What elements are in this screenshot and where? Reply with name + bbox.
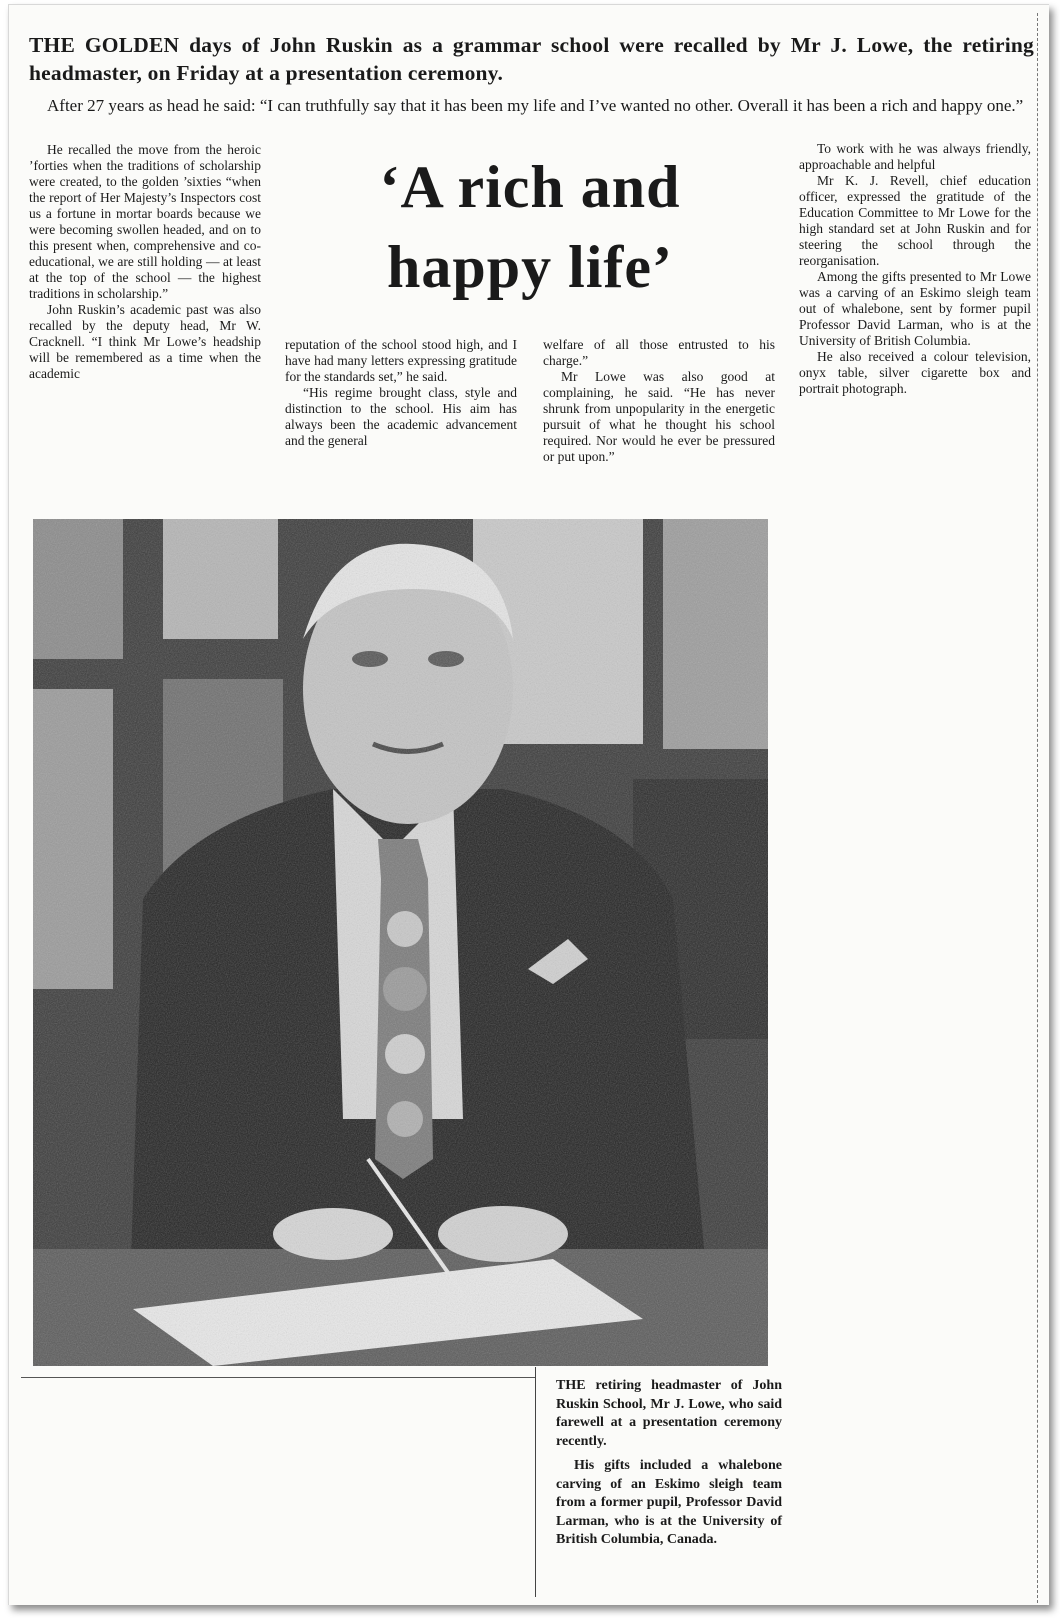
caption-paragraph-2: His gifts included a whalebone carving of an Eskimo sleigh team from a former pupil, Professor David Larman, who is at the University of British Columbia, Canada. [556, 1458, 782, 1547]
article-column-3 [543, 337, 775, 465]
column-2-paragraph-1: reputation of the school stood high, and I have had many letters expressing gratitude for the standards set,” he said. [285, 337, 517, 384]
caption-paragraph-1: THE retiring headmaster of John Ruskin School, Mr J. Lowe, who said farewell at a presentation ceremony recently. [556, 1378, 782, 1449]
column-1-paragraph-2: John Ruskin’s academic past was also recalled by the deputy head, Mr W. Cracknell. “I think Mr Lowe’s headship will be remembered as a time when the academic [29, 302, 261, 381]
column-4-paragraph-2: Mr K. J. Revell, chief education officer, expressed the gratitude of the Education Committee to Mr Lowe for the high standard set at John Ruskin and for steering the school through the reorganisation. [799, 173, 1031, 268]
headline-line-1: ‘A rich and [379, 154, 681, 220]
column-4-paragraph-4: He also received a colour television, onyx table, silver cigarette box and portrait photograph. [799, 349, 1031, 396]
photo-caption [556, 1377, 782, 1556]
article-intro-quote: After 27 years as head he said: “I can truthfully say that it has been my life and I’ve wanted no other. Overall it has been a rich and happy one.” [47, 96, 1024, 115]
photo-caption-box [535, 1367, 782, 1597]
divider-line [21, 1377, 535, 1378]
headmaster-photo [33, 519, 768, 1366]
column-2-paragraph-2: “His regime brought class, style and distinction to the school. His aim has always been the academic advancement and the general [285, 385, 517, 448]
article-column-1 [29, 142, 261, 382]
column-rule [1037, 13, 1038, 1603]
headline [287, 147, 773, 307]
column-3-paragraph-2: Mr Lowe was also good at complaining, he said. “He has never shrunk from unpopularity in the energetic pursuit of what he thought his school required. Nor would he ever be pressured or put upon.” [543, 369, 775, 464]
column-3-paragraph-1: welfare of all those entrusted to his charge.” [543, 337, 775, 368]
column-1-paragraph-1: He recalled the move from the heroic ’forties when the traditions of scholarship were created, to the golden ’sixties “when the report of Her Majesty’s Inspectors cost us a fortune in mortar boards because we were becoming swollen headed, and on to this present when, comprehensive and co-educational, we are still holding — at least at the top of the school — the highest traditions in scholarship.” [29, 142, 261, 301]
headline-line-2: happy life’ [386, 234, 674, 300]
article-lead: THE GOLDEN days of John Ruskin as a grammar school were recalled by Mr J. Lowe, the retiring headmaster, on Friday at a presentation ceremony. [29, 33, 1034, 85]
column-4-paragraph-3: Among the gifts presented to Mr Lowe was a carving of an Eskimo sleigh team out of whalebone, sent by former pupil Professor David Larman, who is at the University of British Columbia. [799, 269, 1031, 348]
article-column-2 [285, 337, 517, 449]
article-column-4 [799, 141, 1031, 397]
newspaper-clipping [8, 4, 1049, 1605]
column-4-paragraph-1: To work with he was always friendly, approachable and helpful [799, 141, 1031, 172]
